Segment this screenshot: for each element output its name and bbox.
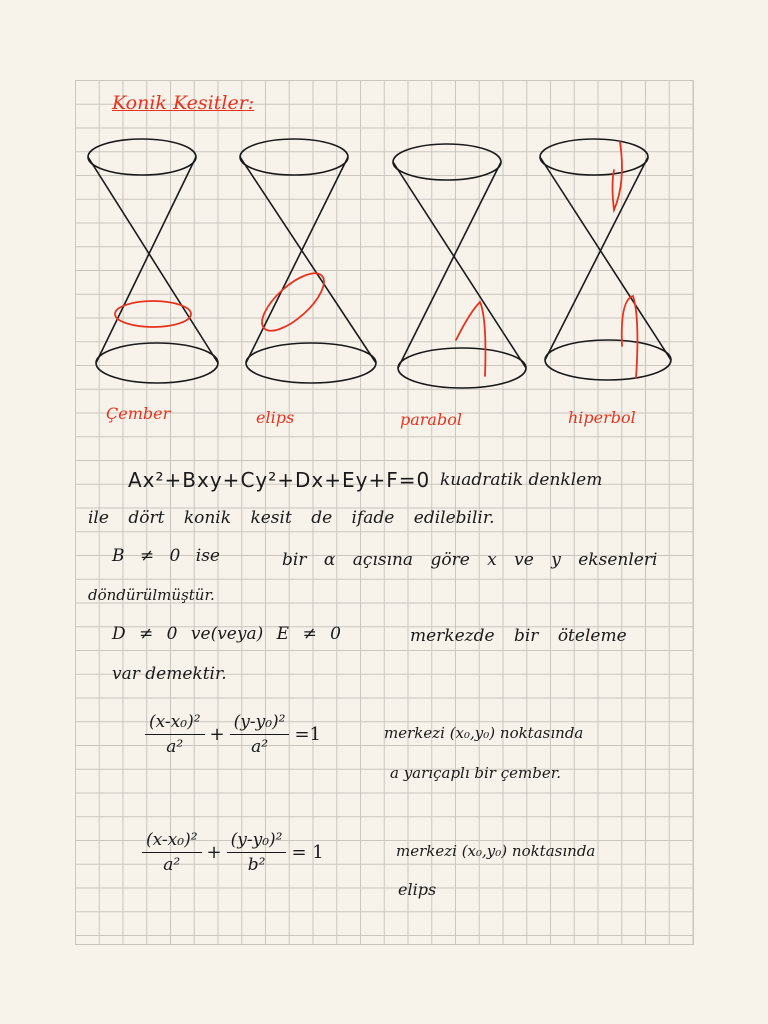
numerator-x: (x-x₀)² (145, 712, 205, 735)
cones-illustration (0, 0, 768, 440)
fraction-x (145, 712, 205, 757)
text-line-3b: bir α açısına göre x ve y eksenleri (282, 550, 658, 570)
denominator-y: a² (251, 737, 269, 757)
equals-one: =1 (294, 724, 322, 745)
equals-one: = 1 (291, 842, 324, 863)
fraction-y (230, 712, 290, 757)
cone-parabola (393, 144, 526, 388)
ellipse-desc-2: elips (398, 880, 437, 899)
label-circle: Çember (106, 404, 171, 423)
plus-sign: + (206, 842, 222, 863)
numerator-y: (y-y₀)² (230, 712, 290, 735)
circle-section (115, 301, 191, 327)
general-equation: Ax²+Bxy+Cy²+Dx+Ey+F=0 (128, 468, 431, 492)
fraction-x (142, 830, 202, 875)
cone-ellipse (240, 139, 376, 383)
ellipse-equation (142, 830, 329, 875)
ellipse-section (253, 264, 332, 340)
fraction-y (227, 830, 287, 875)
numerator-y: (y-y₀)² (227, 830, 287, 853)
circle-desc-2: a yarıçaplı bir çember. (390, 764, 562, 782)
label-ellipse: elips (256, 408, 295, 427)
denominator-x: a² (166, 737, 184, 757)
text-line-2: ile dört konik kesit de ifade edilebilir. (88, 508, 495, 528)
text-line-4: döndürülmüştür. (88, 586, 215, 604)
cone-hyperbola (540, 139, 671, 380)
text-line-1: kuadratik denklem (440, 470, 603, 490)
text-line-5a: D ≠ 0 ve(veya) E ≠ 0 (112, 624, 341, 644)
hyperbola-section-upper (613, 142, 623, 210)
cone-circle (88, 139, 218, 383)
text-line-3a: B ≠ 0 ise (112, 546, 220, 566)
text-line-5b: merkezde bir öteleme (410, 626, 627, 646)
ellipse-desc-1: merkezi (x₀,y₀) noktasında (396, 842, 596, 860)
circle-equation (145, 712, 326, 757)
circle-desc-1: merkezi (x₀,y₀) noktasında (384, 724, 584, 742)
label-hyperbola: hiperbol (568, 408, 636, 427)
denominator-x: a² (163, 855, 181, 875)
text-line-6: var demektir. (112, 664, 227, 684)
numerator-x: (x-x₀)² (142, 830, 202, 853)
denominator-y: b² (247, 855, 266, 875)
page-title: Konik Kesitler: (112, 92, 255, 114)
hyperbola-section-lower (622, 296, 638, 378)
plus-sign: + (209, 724, 225, 745)
parabola-section (456, 302, 485, 376)
label-parabola: parabol (400, 410, 462, 429)
